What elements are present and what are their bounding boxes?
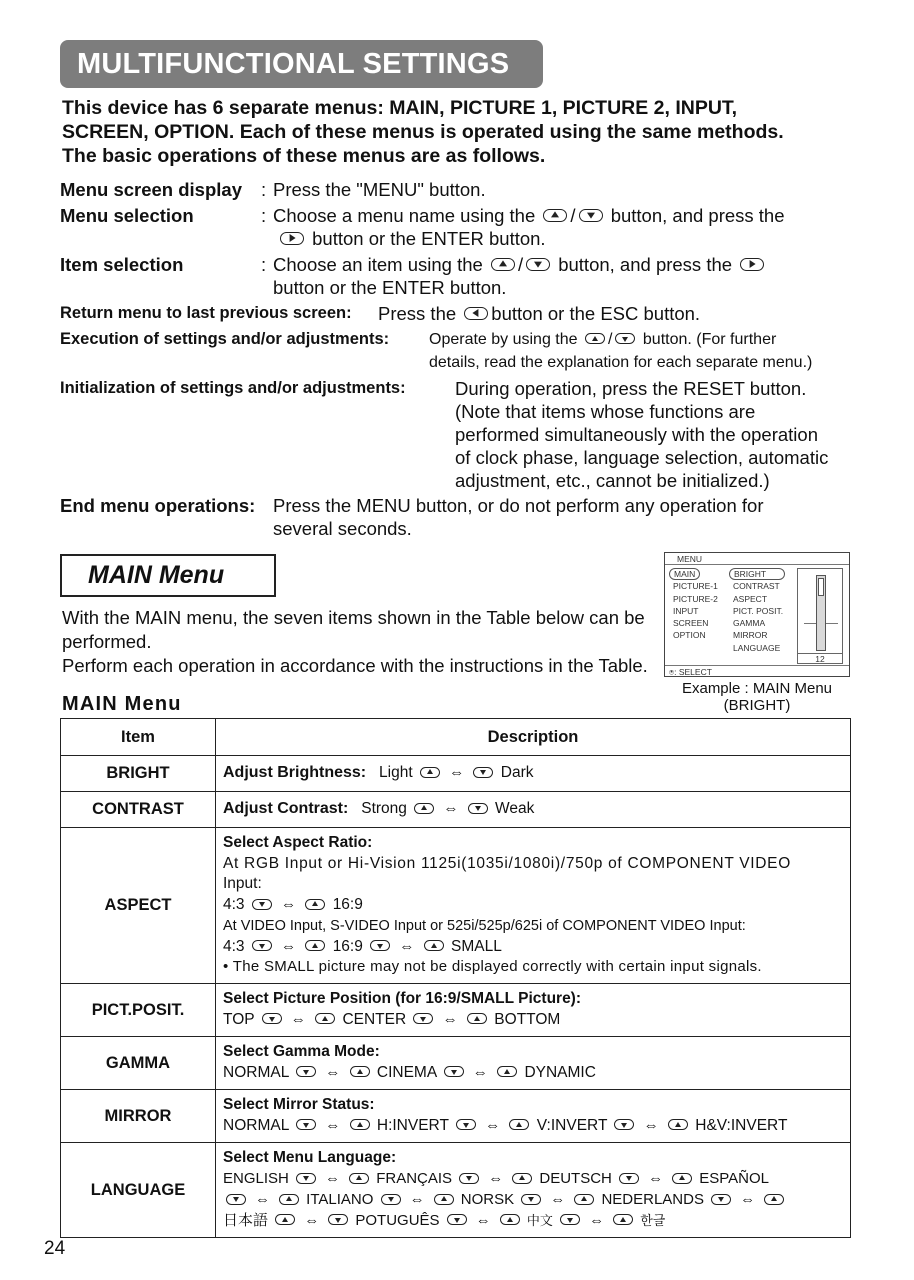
- item-gamma: GAMMA: [61, 1037, 216, 1090]
- select-icon: ⍟: [669, 667, 675, 677]
- desc-language: [216, 1143, 851, 1238]
- option: Strong: [361, 800, 407, 818]
- option: ITALIANO: [306, 1191, 374, 1208]
- osd-menu-item: PICTURE-2: [673, 593, 718, 604]
- option: SMALL: [450, 937, 502, 955]
- option: V:INVERT: [536, 1117, 608, 1134]
- op-text-part: Choose an item using the: [273, 254, 483, 275]
- swap-arrow: ⇔: [280, 937, 297, 955]
- down-button-icon: [615, 333, 635, 344]
- table-row: [61, 1090, 851, 1143]
- op-text-part: button, and press the: [610, 205, 785, 226]
- osd-menu-item: OPTION: [673, 630, 706, 641]
- option: FRANÇAIS: [376, 1170, 453, 1188]
- table-row: [61, 756, 851, 792]
- osd-item: LANGUAGE: [733, 642, 781, 653]
- op-text: [273, 204, 785, 250]
- op-colon: :: [261, 179, 267, 200]
- table-row: [61, 1037, 851, 1090]
- main-menu-description: [62, 606, 648, 678]
- op-label: Execution of settings and/or adjustments:: [60, 330, 390, 348]
- option: H&V:INVERT: [695, 1117, 788, 1134]
- up-button-icon: [305, 940, 325, 951]
- desc-note: • The SMALL picture may not be displayed correctly with certain input signals.: [223, 958, 762, 976]
- op-text: [273, 494, 764, 540]
- option: Weak: [495, 800, 535, 818]
- option: 日本語: [223, 1211, 269, 1229]
- down-button-icon: [459, 1173, 479, 1184]
- column-header-item: Item: [61, 719, 216, 756]
- page-number: 24: [44, 1238, 66, 1259]
- up-button-icon: [467, 1013, 487, 1024]
- desc-line: performed.: [62, 631, 152, 652]
- swap-arrow: ⇔: [740, 1191, 756, 1208]
- item-pict-posit: PICT.POSIT.: [61, 984, 216, 1037]
- caption-line: (BRIGHT): [723, 697, 791, 714]
- desc-heading: Select Mirror Status:: [223, 1096, 375, 1114]
- right-button-icon: [740, 258, 764, 271]
- op-line: (Note that items whose functions are: [455, 401, 756, 422]
- option: CINEMA: [376, 1064, 437, 1081]
- up-button-icon: [434, 1194, 454, 1205]
- op-line: of clock phase, language selection, automatic: [455, 447, 829, 468]
- option: DEUTSCH: [539, 1170, 612, 1188]
- desc-gamma: [216, 1037, 851, 1090]
- option: Light: [379, 764, 413, 782]
- option: TOP: [223, 1011, 255, 1028]
- op-text: [273, 253, 767, 299]
- down-button-icon: [560, 1214, 580, 1225]
- osd-example: [664, 552, 850, 677]
- table-title: MAIN Menu: [62, 693, 182, 715]
- op-text-part: Operate by using the: [429, 331, 578, 348]
- item-bright: BRIGHT: [61, 756, 216, 792]
- desc-line: [223, 1169, 843, 1190]
- down-button-icon: [381, 1194, 401, 1205]
- op-text-part: Choose a menu name using the: [273, 205, 536, 226]
- table-row: [61, 984, 851, 1037]
- desc-pict-posit: [216, 984, 851, 1037]
- osd-header: MENU: [665, 553, 849, 565]
- up-button-icon: [491, 258, 515, 271]
- op-text: Press the "MENU" button.: [273, 179, 486, 200]
- osd-item: ASPECT: [733, 593, 768, 604]
- swap-arrow: ⇔: [442, 1011, 458, 1028]
- up-button-icon: [574, 1194, 594, 1205]
- desc-aspect: [216, 828, 851, 984]
- up-button-icon: [497, 1066, 517, 1077]
- down-button-icon: [296, 1173, 316, 1184]
- op-text-part: button, and press the: [558, 254, 733, 275]
- desc-heading: Select Gamma Mode:: [223, 1043, 380, 1061]
- osd-menu-list: [673, 568, 718, 642]
- down-button-icon: [444, 1066, 464, 1077]
- down-button-icon: [370, 940, 390, 951]
- op-line: adjustment, etc., cannot be initialized.): [455, 470, 770, 491]
- intro-line: SCREEN, OPTION. Each of these menus is operated using the same methods.: [62, 121, 784, 143]
- up-button-icon: [279, 1194, 299, 1205]
- desc-line: [223, 1190, 843, 1211]
- option: NORMAL: [223, 1117, 289, 1134]
- down-button-icon: [473, 767, 493, 778]
- desc-heading: Select Menu Language:: [223, 1149, 397, 1167]
- down-button-icon: [711, 1194, 731, 1205]
- swap-arrow: ⇔: [443, 800, 459, 818]
- osd-item: MIRROR: [733, 630, 768, 641]
- up-button-icon: [349, 1173, 369, 1184]
- up-button-icon: [668, 1119, 688, 1130]
- op-label: Initialization of settings and/or adjustments:: [60, 379, 406, 397]
- op-line: performed simultaneously with the operation: [455, 424, 818, 445]
- down-button-icon: [456, 1119, 476, 1130]
- op-line: Press the MENU button, or do not perform any operation for: [273, 495, 764, 516]
- up-button-icon: [424, 940, 444, 951]
- option: 4:3: [223, 896, 245, 914]
- osd-footer-text: : SELECT: [674, 667, 712, 677]
- desc-line: [223, 1010, 843, 1031]
- swap-arrow: ⇔: [399, 937, 415, 955]
- intro-line: The basic operations of these menus are as follows.: [62, 145, 546, 167]
- desc-mirror: [216, 1090, 851, 1143]
- option: 한글: [640, 1212, 666, 1228]
- option: 4:3: [223, 937, 245, 955]
- up-button-icon: [585, 333, 605, 344]
- op-line: During operation, press the RESET button.: [455, 378, 807, 399]
- desc-line: At RGB Input or Hi-Vision 1125i(1035i/1080i)/750p of COMPONENT VIDEO: [223, 854, 791, 872]
- up-button-icon: [420, 767, 440, 778]
- up-button-icon: [512, 1173, 532, 1184]
- desc-line: At VIDEO Input, S-VIDEO Input or 525i/525p/625i of COMPONENT VIDEO Input:: [223, 917, 746, 934]
- right-button-icon: [280, 232, 304, 245]
- swap-arrow: ⇔: [448, 764, 465, 782]
- slash: /: [517, 254, 524, 275]
- item-mirror: MIRROR: [61, 1090, 216, 1143]
- desc-line: [223, 1063, 843, 1084]
- op-text-part: button or the ENTER button.: [273, 277, 507, 298]
- osd-item-list: [733, 568, 785, 654]
- option: NEDERLANDS: [601, 1191, 704, 1208]
- up-button-icon: [315, 1013, 335, 1024]
- option: BOTTOM: [494, 1011, 561, 1028]
- swap-arrow: ⇔: [304, 1211, 320, 1229]
- option: H:INVERT: [376, 1117, 449, 1134]
- down-button-icon: [468, 803, 488, 814]
- op-text: [429, 328, 812, 374]
- item-aspect: ASPECT: [61, 828, 216, 984]
- down-button-icon: [619, 1173, 639, 1184]
- down-button-icon: [413, 1013, 433, 1024]
- option: NORSK: [460, 1191, 515, 1208]
- up-button-icon: [414, 803, 434, 814]
- swap-arrow: ⇔: [409, 1191, 425, 1208]
- desc-line: [223, 937, 843, 958]
- swap-arrow: ⇔: [325, 1170, 341, 1188]
- down-button-icon: [328, 1214, 348, 1225]
- swap-arrow: ⇔: [550, 1191, 566, 1208]
- op-text: [378, 302, 700, 325]
- osd-item: BRIGHT: [729, 568, 785, 580]
- osd-slider-value: 12: [798, 653, 842, 665]
- down-button-icon: [614, 1119, 634, 1130]
- up-button-icon: [350, 1119, 370, 1130]
- caption-line: Example : MAIN Menu: [681, 680, 833, 697]
- intro-line: This device has 6 separate menus: MAIN, PICTURE 1, PICTURE 2, INPUT,: [62, 97, 738, 119]
- desc-line: With the MAIN menu, the seven items shown in the Table below can be: [62, 607, 645, 628]
- down-button-icon: [296, 1066, 316, 1077]
- up-button-icon: [613, 1214, 633, 1225]
- op-line: several seconds.: [273, 518, 412, 539]
- down-button-icon: [252, 940, 272, 951]
- osd-caption: [664, 680, 850, 714]
- osd-menu-item: MAIN: [669, 568, 700, 580]
- up-button-icon: [672, 1173, 692, 1184]
- section-title: MULTIFUNCTIONAL SETTINGS: [60, 40, 543, 88]
- swap-arrow: ⇔: [290, 1011, 307, 1028]
- up-button-icon: [275, 1214, 295, 1225]
- option: Dark: [500, 764, 534, 782]
- desc-contrast: [216, 792, 851, 828]
- down-button-icon: [521, 1194, 541, 1205]
- down-button-icon: [447, 1214, 467, 1225]
- osd-menu-item: PICTURE-1: [673, 581, 718, 592]
- desc-bright: [216, 756, 851, 792]
- option: POTUGUÊS: [355, 1211, 440, 1229]
- option: ENGLISH: [223, 1170, 289, 1188]
- desc-line: [223, 895, 843, 916]
- down-button-icon: [262, 1013, 282, 1024]
- osd-slider-track: [816, 575, 826, 651]
- swap-arrow: ⇔: [280, 896, 297, 914]
- desc-heading: Select Aspect Ratio:: [223, 833, 373, 851]
- table-row: [61, 828, 851, 984]
- osd-footer: [665, 665, 849, 677]
- swap-arrow: ⇔: [648, 1170, 664, 1188]
- up-button-icon: [305, 899, 325, 910]
- swap-arrow: ⇔: [255, 1191, 270, 1208]
- swap-arrow: ⇔: [325, 1117, 341, 1134]
- swap-arrow: ⇔: [472, 1064, 489, 1081]
- desc-line: Input:: [223, 875, 262, 893]
- table-header-row: [61, 719, 851, 756]
- up-button-icon: [350, 1066, 370, 1077]
- down-button-icon: [252, 899, 272, 910]
- slash: /: [608, 331, 613, 348]
- desc-heading: Select Picture Position (for 16:9/SMALL Picture):: [223, 990, 582, 1008]
- osd-item: GAMMA: [733, 618, 766, 629]
- op-text-part: button or the ESC button.: [491, 303, 701, 324]
- op-colon: :: [261, 205, 267, 226]
- option: NORMAL: [223, 1064, 289, 1081]
- item-language: LANGUAGE: [61, 1143, 216, 1238]
- down-button-icon: [579, 209, 603, 222]
- osd-menu-item: SCREEN: [673, 618, 709, 629]
- option: 中文: [526, 1212, 553, 1228]
- swap-arrow: ⇔: [589, 1211, 605, 1229]
- op-colon: :: [261, 254, 267, 275]
- op-text: [455, 377, 828, 492]
- desc-line: Perform each operation in accordance with the instructions in the Table.: [62, 655, 648, 676]
- main-menu-heading: MAIN Menu: [60, 554, 276, 597]
- op-label: Item selection: [60, 254, 184, 275]
- down-button-icon: [526, 258, 550, 271]
- up-button-icon: [543, 209, 567, 222]
- osd-slider: [797, 568, 843, 664]
- up-button-icon: [764, 1194, 784, 1205]
- op-label: Menu screen display: [60, 179, 242, 200]
- option: ESPAÑOL: [699, 1170, 769, 1188]
- option: DYNAMIC: [524, 1064, 596, 1081]
- swap-arrow: ⇔: [643, 1117, 659, 1134]
- op-text-part: Press the: [378, 303, 457, 324]
- op-label: Return menu to last previous screen:: [60, 304, 352, 322]
- column-header-description: Description: [216, 719, 851, 756]
- swap-arrow: ⇔: [325, 1064, 341, 1081]
- osd-menu-item: INPUT: [673, 605, 699, 616]
- op-text-part: button or the ENTER button.: [312, 228, 546, 249]
- desc-heading: Adjust Contrast:: [223, 800, 349, 818]
- osd-item: PICT. POSIT.: [733, 605, 784, 616]
- option: 16:9: [332, 896, 363, 914]
- table-row: [61, 1143, 851, 1238]
- desc-heading: Adjust Brightness:: [223, 764, 367, 782]
- intro-paragraph: [62, 96, 862, 168]
- item-contrast: CONTRAST: [61, 792, 216, 828]
- up-button-icon: [509, 1119, 529, 1130]
- op-text-part: details, read the explanation for each separate menu.): [429, 354, 813, 371]
- desc-line: [223, 1116, 843, 1137]
- swap-arrow: ⇔: [484, 1117, 501, 1134]
- op-label: Menu selection: [60, 205, 194, 226]
- down-button-icon: [296, 1119, 316, 1130]
- up-button-icon: [500, 1214, 520, 1225]
- swap-arrow: ⇔: [475, 1211, 491, 1229]
- op-text-part: button. (For further: [642, 331, 777, 348]
- table-row: [61, 792, 851, 828]
- osd-item: CONTRAST: [733, 581, 780, 592]
- slash: /: [570, 205, 576, 226]
- option: 16:9: [332, 937, 363, 955]
- option: CENTER: [342, 1011, 407, 1028]
- desc-line: [223, 1211, 843, 1232]
- osd-slider-thumb: [818, 578, 824, 596]
- op-label: End menu operations:: [60, 495, 256, 516]
- main-menu-table: [60, 718, 851, 1238]
- swap-arrow: ⇔: [488, 1170, 504, 1188]
- down-button-icon: [226, 1194, 246, 1205]
- left-button-icon: [464, 307, 488, 320]
